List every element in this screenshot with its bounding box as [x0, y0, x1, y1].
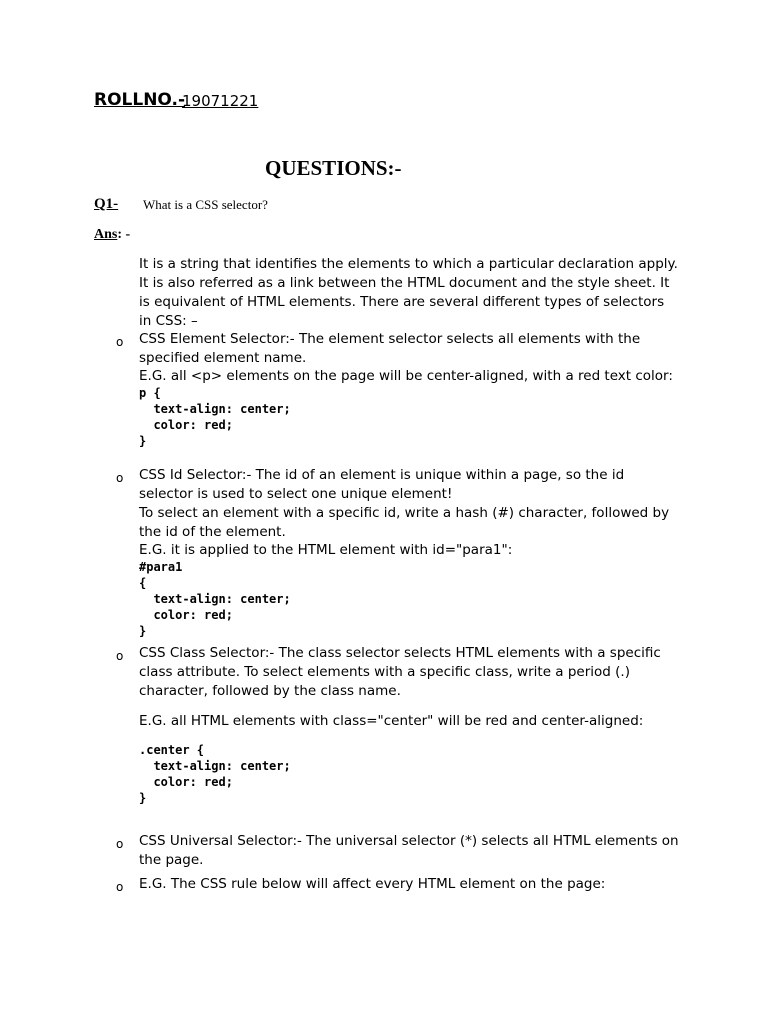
- item-description-extra: To select an element with a specific id, write a hash (#) character, followed by the id of the element.: [139, 505, 670, 540]
- bullet-marker: o: [116, 880, 124, 894]
- item-id-selector: [139, 466, 679, 639]
- rollno-label: ROLLNO.-: [94, 90, 186, 110]
- answer-intro: It is a string that identifies the elements to which a particular declaration apply. It is also referred as a link between the HTML document and the style sheet. It is equivalent of HTML elements. There are several different types of selectors in CSS: –: [139, 256, 678, 329]
- answer-label-text: Ans: [94, 227, 118, 242]
- item-example: E.G. all HTML elements with class="center" will be red and center-aligned:: [139, 713, 644, 729]
- item-element-selector: [139, 330, 679, 449]
- bullet-marker: o: [116, 335, 124, 349]
- item-description: CSS Element Selector:- The element selector selects all elements with the specified element name.: [139, 331, 641, 366]
- code-block: #para1 { text-align: center; color: red; }: [139, 559, 291, 638]
- item-universal-example: [139, 875, 679, 894]
- item-example: E.G. it is applied to the HTML element with id="para1":: [139, 542, 513, 558]
- item-description: E.G. The CSS rule below will affect every HTML element on the page:: [139, 876, 606, 892]
- item-class-selector: [139, 644, 679, 806]
- question-text: What is a CSS selector?: [143, 197, 268, 212]
- item-description: CSS Id Selector:- The id of an element is unique within a page, so the id selector is used to select one unique element!: [139, 467, 625, 502]
- bullet-marker: o: [116, 837, 124, 851]
- bullet-marker: o: [116, 471, 124, 485]
- page-heading: QUESTIONS:-: [265, 156, 402, 180]
- item-description: CSS Class Selector:- The class selector selects HTML elements with a specific class attribute. To select elements with a specific class, write a period (.) character, followed by the class name.: [139, 645, 661, 699]
- code-block: p { text-align: center; color: red; }: [139, 385, 291, 448]
- rollno-value: 19071221: [182, 92, 259, 110]
- answer-label-suffix: : -: [117, 227, 131, 242]
- bullet-marker: o: [116, 649, 124, 663]
- item-description: CSS Universal Selector:- The universal selector (*) selects all HTML elements on the page.: [139, 833, 679, 868]
- answer-label: [94, 227, 130, 243]
- question-label: Q1-: [94, 196, 119, 212]
- item-universal-selector: [139, 832, 679, 870]
- code-block: .center { text-align: center; color: red; }: [139, 742, 291, 805]
- item-example: E.G. all <p> elements on the page will be center-aligned, with a red text color:: [139, 368, 673, 384]
